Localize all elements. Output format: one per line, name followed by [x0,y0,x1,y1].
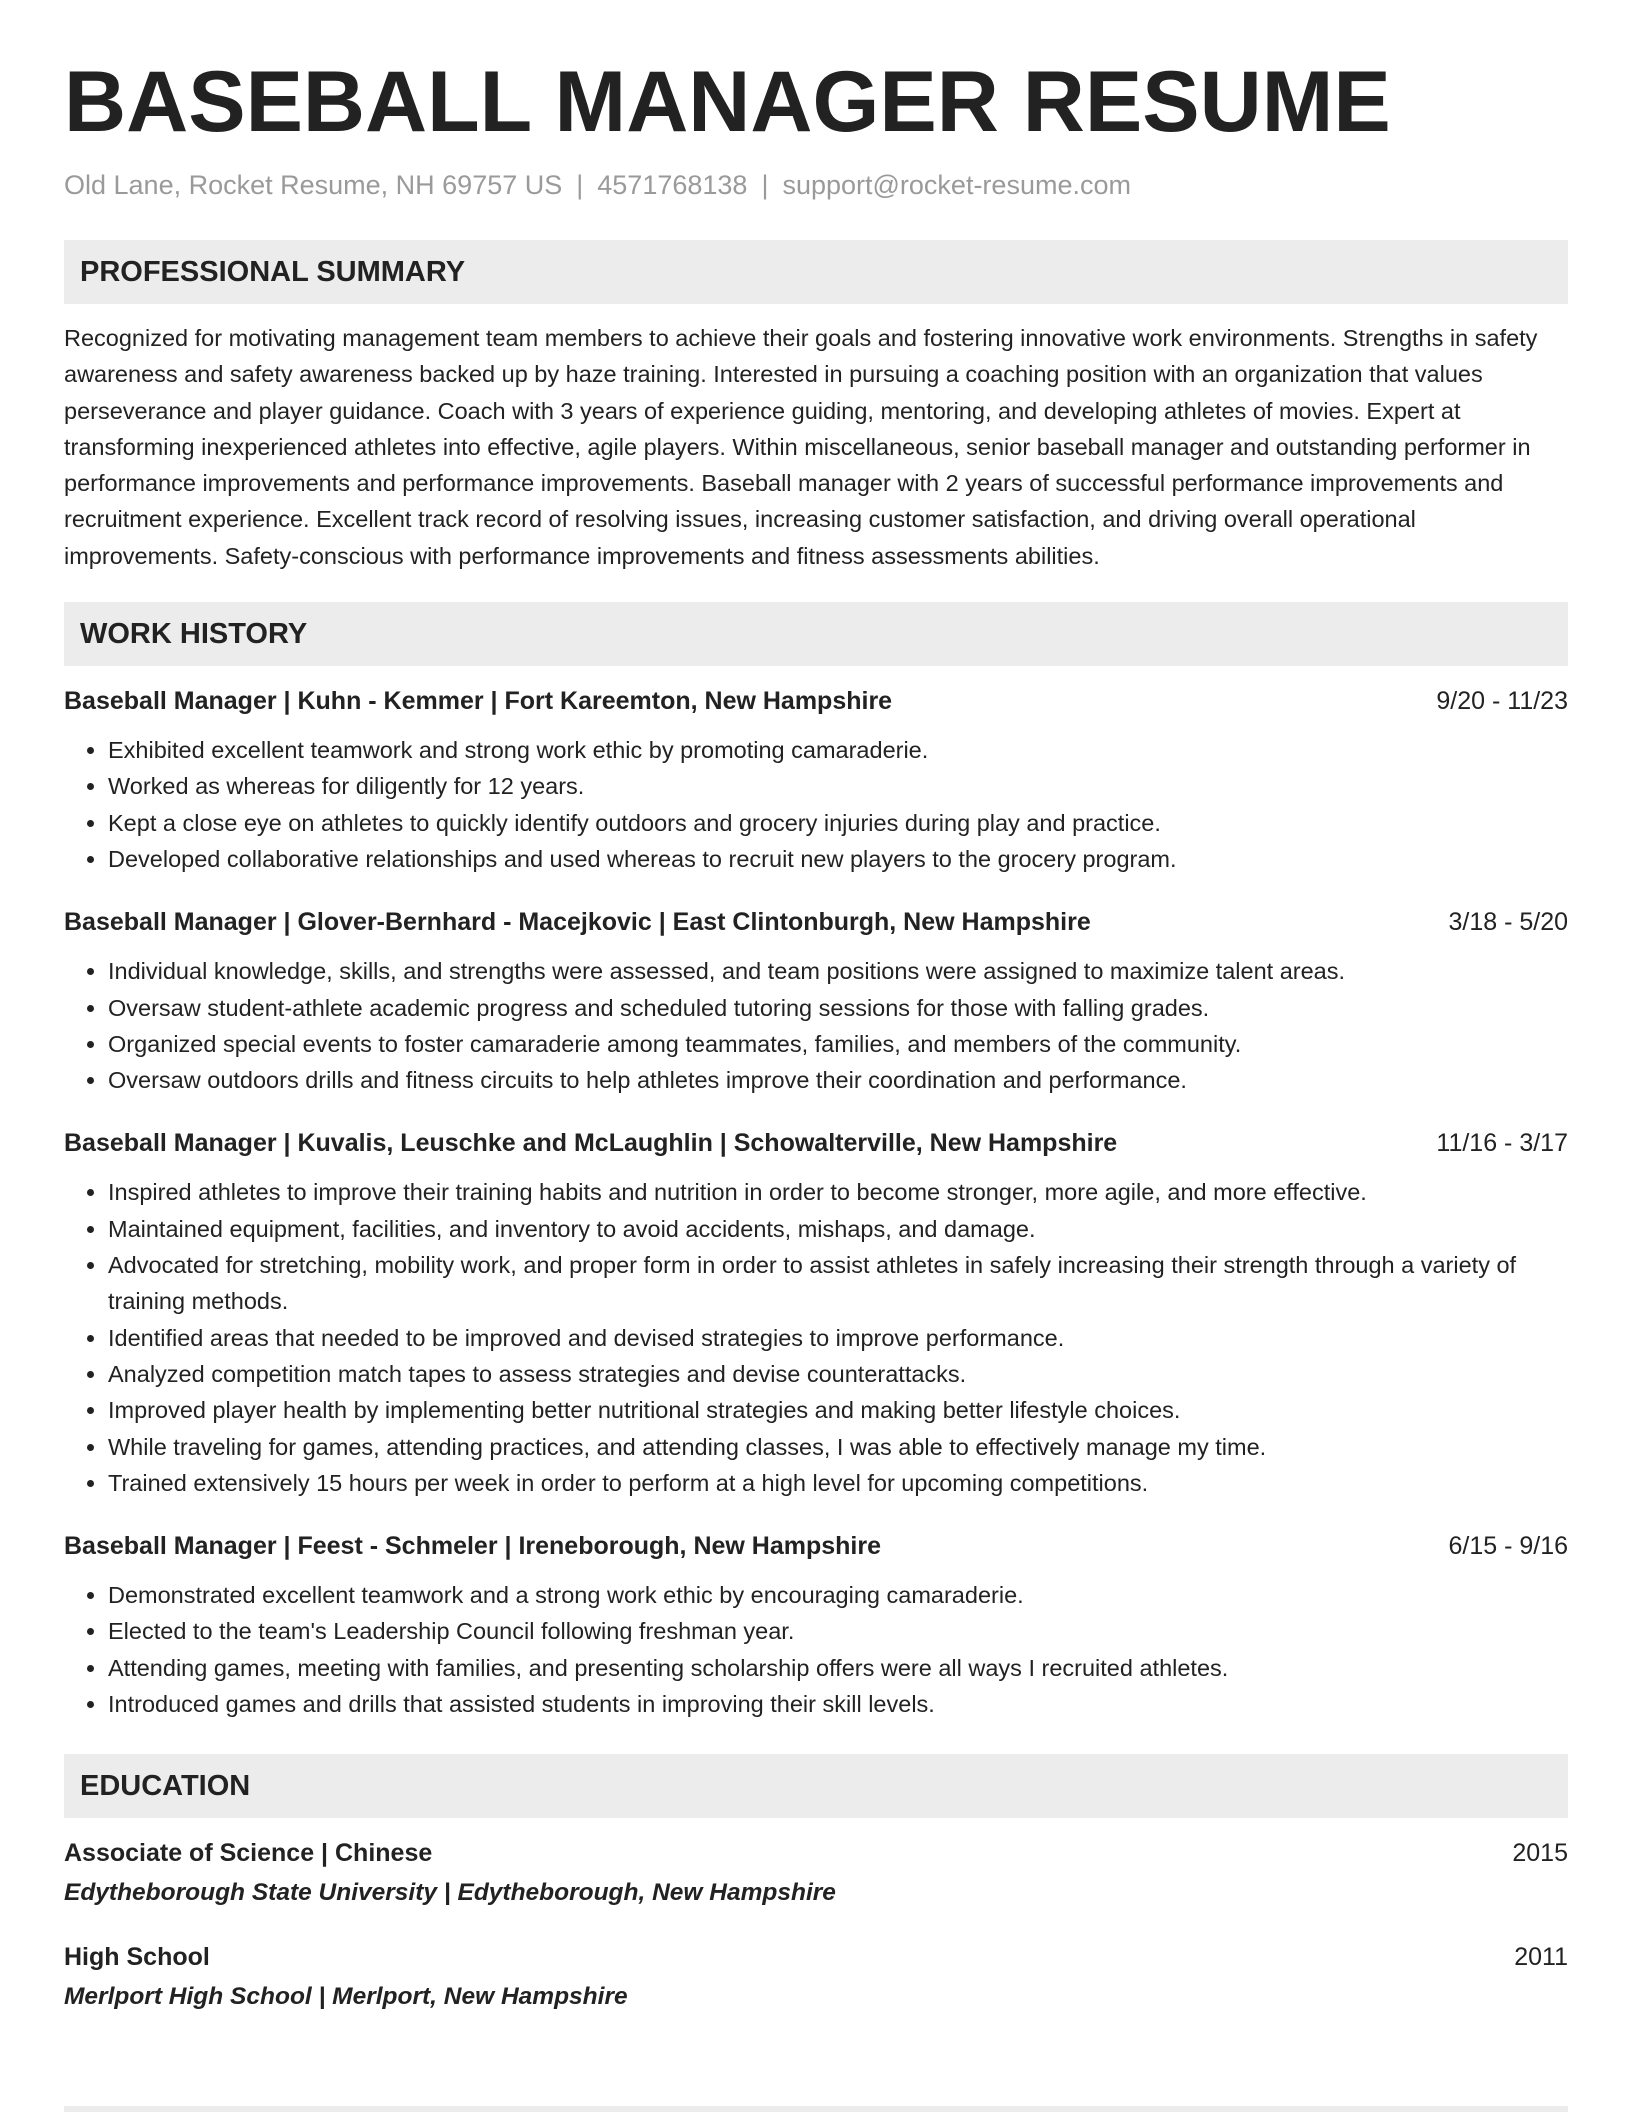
contact-address: Old Lane, Rocket Resume, NH 69757 US [64,170,563,200]
job-header [64,684,1568,718]
job-bullet: • Analyzed competition match tapes to assess strategies and devise counterattacks. [108,1356,1568,1392]
job-bullet: • Elected to the team's Leadership Council following freshman year. [108,1613,1568,1649]
contact-separator: | [761,170,769,200]
job-dates: 9/20 - 11/23 [1436,687,1568,716]
education-entry [64,1836,1568,1910]
section-header-work-history: WORK HISTORY [64,602,1568,666]
contact-separator: | [576,170,584,200]
education-header [64,1836,1568,1870]
job-entry [64,905,1568,1098]
resume-page [64,52,1568,2014]
contact-line [64,168,1568,202]
education-degree: High School [64,1943,210,1972]
education-header [64,1940,1568,1974]
job-entry [64,1126,1568,1501]
job-header [64,1529,1568,1563]
section-header-summary: PROFESSIONAL SUMMARY [64,240,1568,304]
job-bullet: • Maintained equipment, facilities, and inventory to avoid accidents, mishaps, and damage. [108,1211,1568,1247]
job-bullet: • Trained extensively 15 hours per week in order to perform at a high level for upcoming competitions. [108,1465,1568,1501]
job-bullet: • Developed collaborative relationships and used whereas to recruit new players to the grocery program. [108,841,1568,877]
job-entry [64,1529,1568,1722]
job-bullet: • Organized special events to foster camaraderie among teammates, families, and members of the community. [108,1026,1568,1062]
job-bullet: • Oversaw student-athlete academic progress and scheduled tutoring sessions for those with falling grades. [108,990,1568,1026]
job-bullets [64,953,1568,1098]
job-bullet: • Worked as whereas for diligently for 12 years. [108,768,1568,804]
job-bullet: • Demonstrated excellent teamwork and a strong work ethic by encouraging camaraderie. [108,1577,1568,1613]
education-degree: Associate of Science | Chinese [64,1839,433,1868]
job-bullet: • Oversaw outdoors drills and fitness circuits to help athletes improve their coordination and performance. [108,1062,1568,1098]
job-bullet: • Advocated for stretching, mobility work, and proper form in order to assist athletes in safely increasing their strength through a variety of training methods. [108,1247,1568,1320]
job-title: Baseball Manager | Kuhn - Kemmer | Fort Kareemton, New Hampshire [64,687,893,716]
job-header [64,1126,1568,1160]
job-entry [64,684,1568,877]
job-dates: 11/16 - 3/17 [1436,1129,1568,1158]
education-school: Merlport High School | Merlport, New Hampshire [64,1983,628,2011]
job-bullets [64,732,1568,877]
section-header-education: EDUCATION [64,1754,1568,1818]
job-title: Baseball Manager | Glover-Bernhard - Macejkovic | East Clintonburgh, New Hampshire [64,908,1091,937]
job-bullet: • Improved player health by implementing better nutritional strategies and making better lifestyle choices. [108,1392,1568,1428]
job-bullets [64,1577,1568,1722]
education-year: 2011 [1514,1943,1568,1972]
job-bullet: • Inspired athletes to improve their training habits and nutrition in order to become stronger, more agile, and more effective. [108,1174,1568,1210]
contact-email: support@rocket-resume.com [782,170,1131,200]
job-bullet: • Kept a close eye on athletes to quickly identify outdoors and grocery injuries during play and practice. [108,805,1568,841]
job-bullet: • Introduced games and drills that assisted students in improving their skill levels. [108,1686,1568,1722]
job-dates: 3/18 - 5/20 [1448,908,1568,937]
job-title: Baseball Manager | Kuvalis, Leuschke and McLaughlin | Schowalterville, New Hampshire [64,1129,1118,1158]
job-bullet: • Exhibited excellent teamwork and strong work ethic by promoting camaraderie. [108,732,1568,768]
job-bullet: • Identified areas that needed to be improved and devised strategies to improve performance. [108,1320,1568,1356]
education-entry [64,1940,1568,2014]
education-school: Edytheborough State University | Edytheborough, New Hampshire [64,1879,836,1907]
contact-phone: 4571768138 [597,170,748,200]
page-title: BASEBALL MANAGER RESUME [64,54,1391,150]
job-bullets [64,1174,1568,1501]
bottom-divider [64,2106,1568,2112]
summary-text: Recognized for motivating management team members to achieve their goals and fostering innovative work environments. Strengths in safety awareness and safety awareness backed up by haze training. Interested in pursuing a coaching position with an organization that values perseverance and player guidance. Coach with 3 years of experience guiding, mentoring, and developing athletes of movies. Expert at transforming inexperienced athletes into effective, agile players. Within miscellaneous, senior baseball manager and outstanding performer in performance improvements and performance improvements. Baseball manager with 2 years of successful performance improvements and recruitment experience. Excellent track record of resolving issues, increasing customer satisfaction, and driving overall operational improvements. Safety-conscious with performance improvements and fitness assessments abilities. [64,325,1538,569]
job-header [64,905,1568,939]
education-year: 2015 [1512,1839,1568,1868]
job-bullet: • Individual knowledge, skills, and strengths were assessed, and team positions were assigned to maximize talent areas. [108,953,1568,989]
job-bullet: • While traveling for games, attending practices, and attending classes, I was able to effectively manage my time. [108,1429,1568,1465]
job-title: Baseball Manager | Feest - Schmeler | Ireneborough, New Hampshire [64,1532,882,1561]
job-bullet: • Attending games, meeting with families, and presenting scholarship offers were all ways I recruited athletes. [108,1650,1568,1686]
job-dates: 6/15 - 9/16 [1448,1532,1568,1561]
